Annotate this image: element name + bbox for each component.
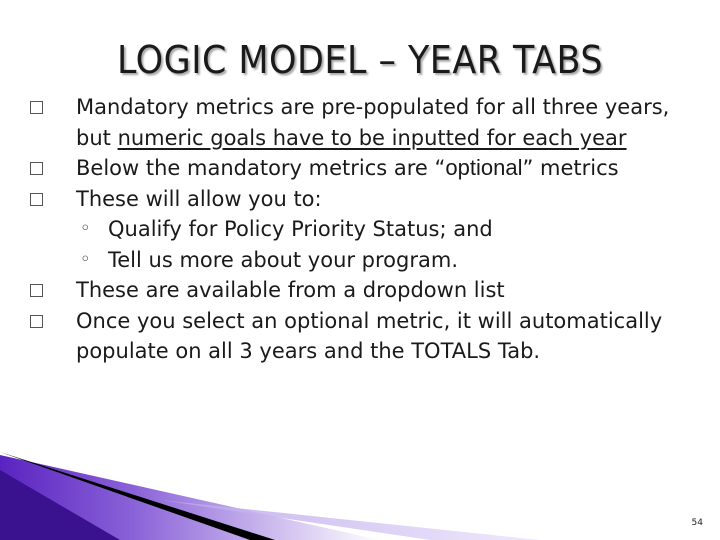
slide-title: LOGIC MODEL – YEAR TABS xyxy=(116,38,604,82)
bullet-1-underlined-text: numeric goals have to be inputted for each year xyxy=(117,125,627,150)
page-number: 54 xyxy=(691,518,703,528)
bullet-1-text: Mandatory metrics are pre-populated for all three years, but xyxy=(76,95,670,150)
bullet-3-text: These will allow you to: xyxy=(76,186,322,211)
sub-bullet-1-text: Qualify for Policy Priority Status; and xyxy=(108,217,493,241)
sub-bullet-2-text: Tell us more about your program. xyxy=(108,247,458,272)
circle-bullet-icon: ◦ xyxy=(80,218,91,239)
bullet-2-text-before: Below the mandatory metrics are “ xyxy=(76,156,446,180)
bullet-2-text-after: ” metrics xyxy=(522,156,619,180)
circle-bullet-icon: ◦ xyxy=(80,248,91,270)
bullet-2-emphasis: optional xyxy=(445,155,523,180)
bullet-4-text: These are available from a dropdown list xyxy=(76,278,505,302)
bullet-5-text: Once you select an optional metric, it will automatically populate on all 3 years and the TOTALS Tab. xyxy=(76,308,663,363)
